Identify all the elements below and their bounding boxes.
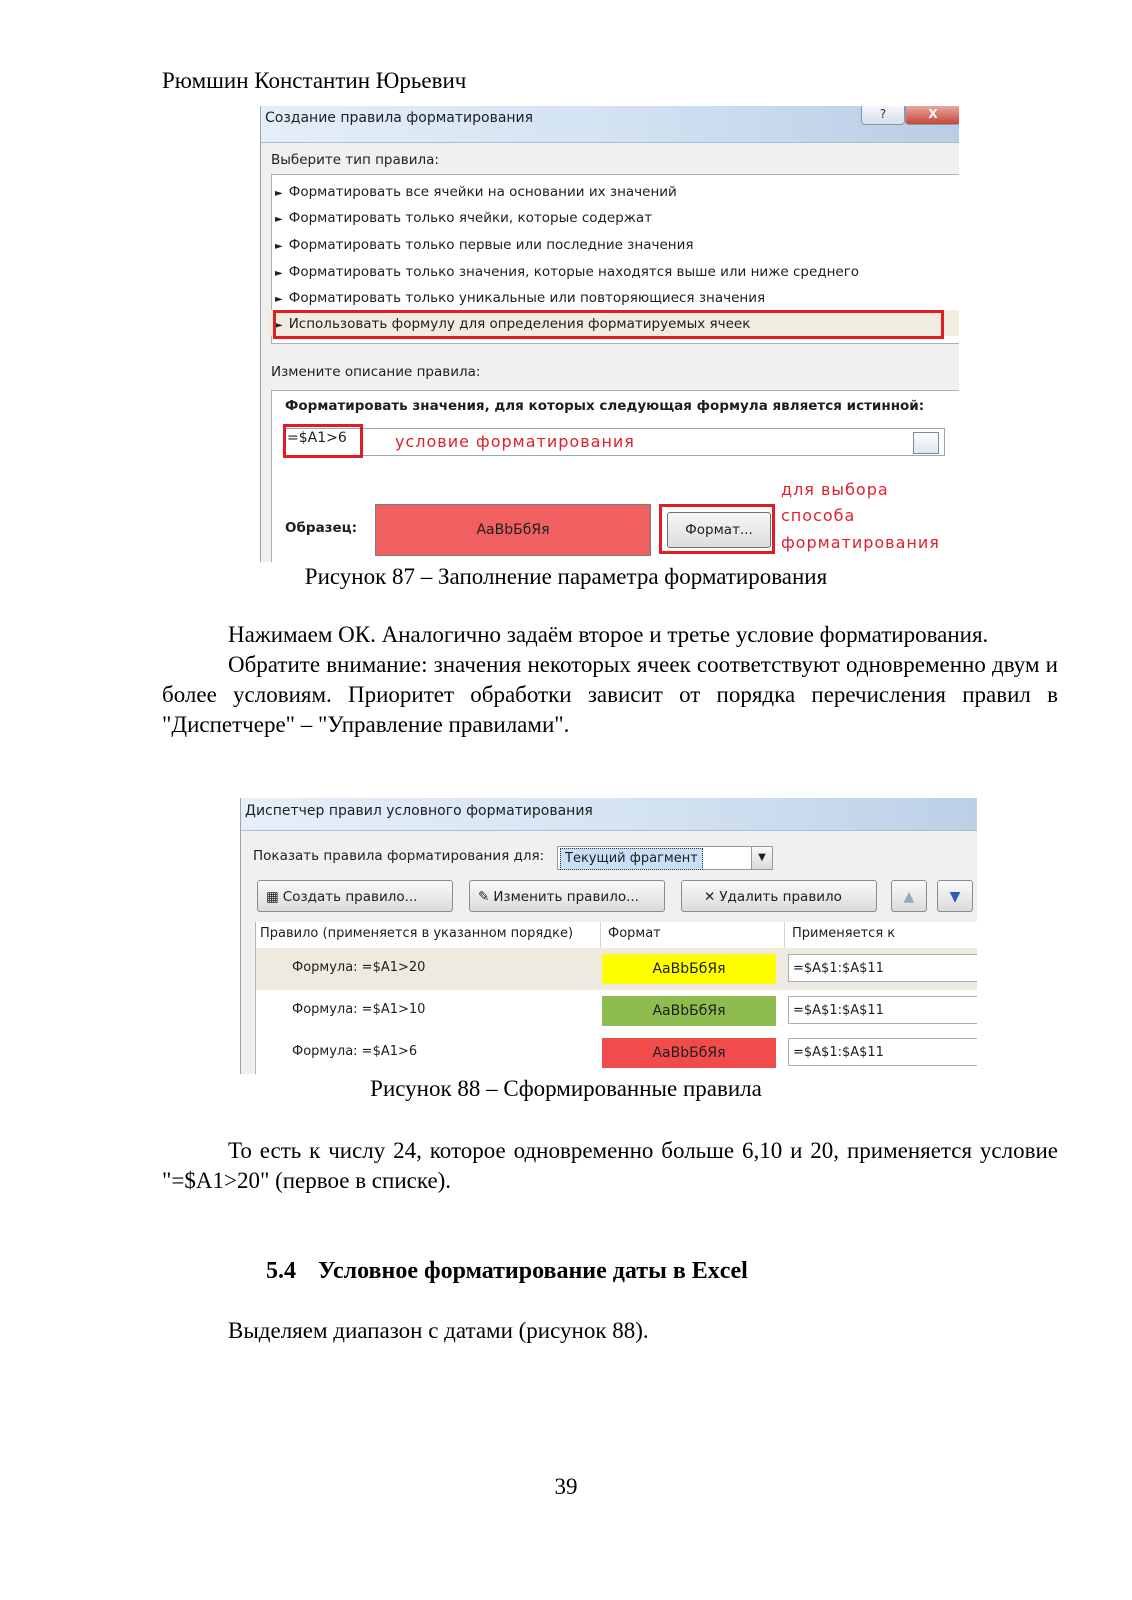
edit-description-label: Измените описание правила: [271,364,481,380]
triangle-right-icon: ► [275,268,283,279]
help-button[interactable]: ? [861,106,905,125]
table-row[interactable] [256,948,977,990]
format-annotation-line: для выбора [781,480,889,499]
rule-type-item[interactable]: ► Форматировать только уникальные или повторяющиеся значения [275,290,766,306]
edit-rule-button[interactable]: ✎ Изменить правило... [469,880,665,912]
new-rule-icon: ▦ [266,889,279,905]
formula-highlight-frame [283,424,363,458]
section-title: Условное форматирование даты в Excel [318,1258,748,1284]
paragraph: Выделяем диапазон с датами (рисунок 88). [228,1318,649,1343]
column-divider [784,922,785,948]
show-rules-value: Текущий фрагмент [560,848,703,870]
author-name: Рюмшин Константин Юрьевич [162,68,467,93]
column-divider [600,922,601,948]
triangle-right-icon: ► [275,214,283,225]
column-header: Применяется к [792,926,896,941]
formula-value: =$A1>6 [287,430,347,446]
delete-icon: ✕ [704,889,716,905]
rule-type-item[interactable]: ► Форматировать только значения, которые находятся выше или ниже среднего [275,264,860,280]
dialog-title: Диспетчер правил условного форматирования [245,803,593,819]
choose-rule-type-label: Выберите тип правила: [271,152,439,168]
rule-type-item[interactable]: ► Форматировать только ячейки, которые содержат [275,210,653,226]
dialog-titlebar [261,106,959,143]
column-header: Формат [608,926,661,941]
section-number: 5.4 [266,1258,296,1284]
paragraph: Нажимаем ОК. Аналогично задаём второе и третье условие форматирования. [228,622,989,647]
table-header [256,922,977,949]
format-button[interactable]: Формат... [667,512,771,548]
sample-preview: AaBbБбЯя [375,504,651,556]
dialog-title: Создание правила форматирования [265,110,534,126]
applies-to-field[interactable]: =$A$1:$A$11 [788,996,977,1024]
rules-manager-dialog [240,798,977,1074]
rules-table [255,922,977,1074]
triangle-right-icon: ► [275,294,283,305]
delete-rule-button[interactable]: ✕ Удалить правило [681,880,877,912]
chevron-down-icon: ▼ [751,847,772,869]
applies-to-field[interactable]: =$A$1:$A$11 [788,1038,977,1066]
table-row[interactable] [256,990,977,1032]
range-picker-icon[interactable] [913,432,939,454]
move-up-icon[interactable]: ▲ [891,880,927,912]
paragraph: То есть к числу 24, которое одновременно больше 6,10 и 20, применяется условие "=$A1>20" (первое в списке). [162,1138,1058,1193]
condition-annotation: условие форматирования [395,432,635,451]
dialog-titlebar [241,798,977,831]
rule-type-item[interactable]: ► Форматировать все ячейки на основании их значений [275,184,677,200]
highlight-frame [273,310,944,339]
move-down-icon[interactable]: ▼ [937,880,973,912]
format-annotation-line: способа [781,506,856,525]
new-formatting-rule-dialog [260,106,959,562]
figure-88-caption: Рисунок 88 – Сформированные правила [370,1076,762,1101]
triangle-right-icon: ► [275,241,283,252]
body-text-block [162,1136,1058,1196]
triangle-right-icon: ► [275,188,283,199]
formula-prompt: Форматировать значения, для которых следующая формула является истинной: [285,398,925,414]
applies-to-field[interactable]: =$A$1:$A$11 [788,954,977,982]
paragraph: Обратите внимание: значения некоторых ячеек соответствуют одновременно двум и более условиям. Приоритет обработки зависит от порядка перечисления правил в "Диспетчере" – "Управление правилами". [162,652,1058,737]
page-number: 39 [554,1474,578,1499]
body-text-block [162,620,1058,740]
format-preview: AaBbБбЯя [602,1038,776,1068]
format-preview: AaBbБбЯя [602,996,776,1026]
show-rules-select[interactable] [557,846,773,870]
format-highlight-frame [659,504,775,554]
sample-label: Образец: [285,520,358,536]
edit-rule-icon: ✎ [478,889,490,905]
triangle-right-icon: ► [275,320,283,331]
rule-type-item-selected[interactable]: ► Использовать формулу для определения форматируемых ячеек [275,316,751,332]
rule-formula: Формула: =$A1>20 [292,960,426,975]
format-annotation-line: форматирования [781,533,940,552]
table-row[interactable] [256,1032,977,1074]
body-text-block [162,1316,1058,1346]
format-preview: AaBbБбЯя [602,954,776,984]
section-heading [266,1258,748,1285]
rule-formula: Формула: =$A1>10 [292,1002,426,1017]
rule-formula: Формула: =$A1>6 [292,1044,418,1059]
figure-87-caption: Рисунок 87 – Заполнение параметра форматирования [304,564,828,589]
column-header: Правило (применяется в указанном порядке) [260,926,574,941]
rule-type-item[interactable]: ► Форматировать только первые или последние значения [275,237,694,253]
close-button[interactable]: X [905,106,959,125]
create-rule-button[interactable]: ▦ Создать правило... [257,880,453,912]
show-rules-label: Показать правила форматирования для: [253,848,545,864]
